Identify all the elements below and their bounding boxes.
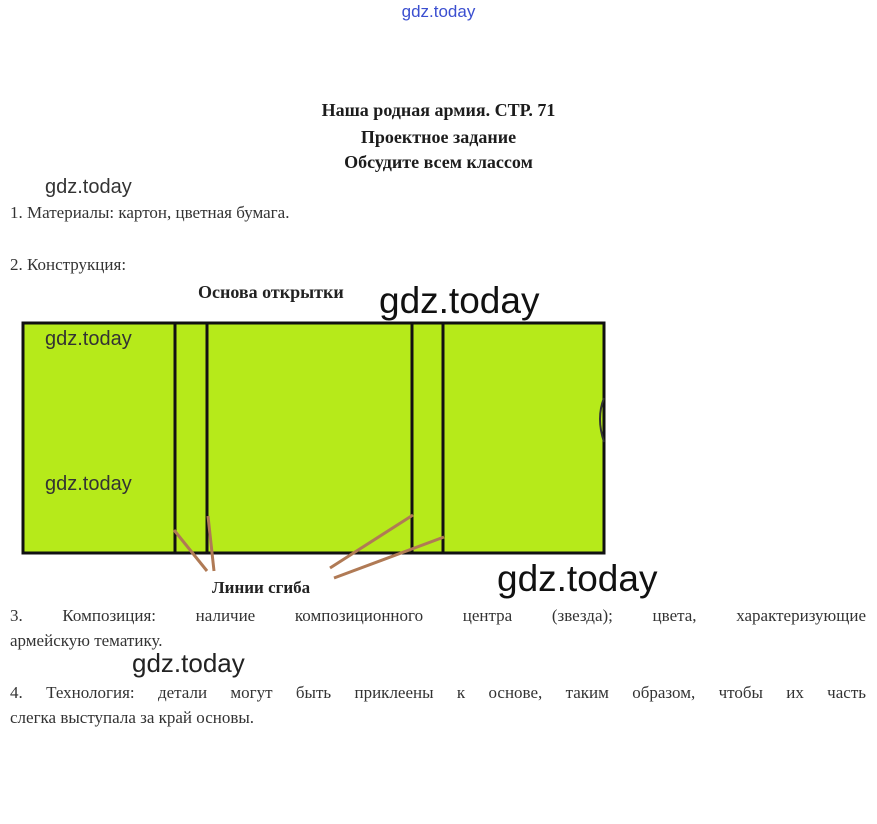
watermark: gdz.today [45, 328, 132, 350]
diagram-title: Основа открытки [198, 282, 344, 302]
watermark: gdz.today [45, 176, 132, 198]
item-construction: 2. Конструкция: [10, 255, 127, 274]
watermark: gdz.today [45, 473, 132, 495]
card-base [23, 323, 604, 553]
item-materials: 1. Материалы: картон, цветная бумага. [10, 203, 290, 222]
instruction: Обсудите всем классом [344, 152, 533, 172]
page-subtitle: Проектное задание [360, 127, 517, 147]
fold-lines-caption: Линии сгиба [212, 578, 311, 597]
technology-line-2: слегка выступала за край основы. [10, 708, 255, 727]
page-title: Наша родная армия. СТР. 71 [321, 100, 556, 120]
composition-line-1: 3. Композиция: наличие композиционного центра (звезда); цвета, характеризующие [10, 606, 866, 625]
watermark-top: gdz.today [401, 2, 476, 21]
watermark: gdz.today [379, 280, 540, 321]
watermark: gdz.today [132, 648, 245, 678]
watermark: gdz.today [497, 558, 658, 599]
technology-line-1: 4. Технология: детали могут быть приклеены к основе, таким образом, чтобы их часть [10, 683, 866, 702]
composition-line-2: армейскую тематику. [10, 631, 163, 650]
